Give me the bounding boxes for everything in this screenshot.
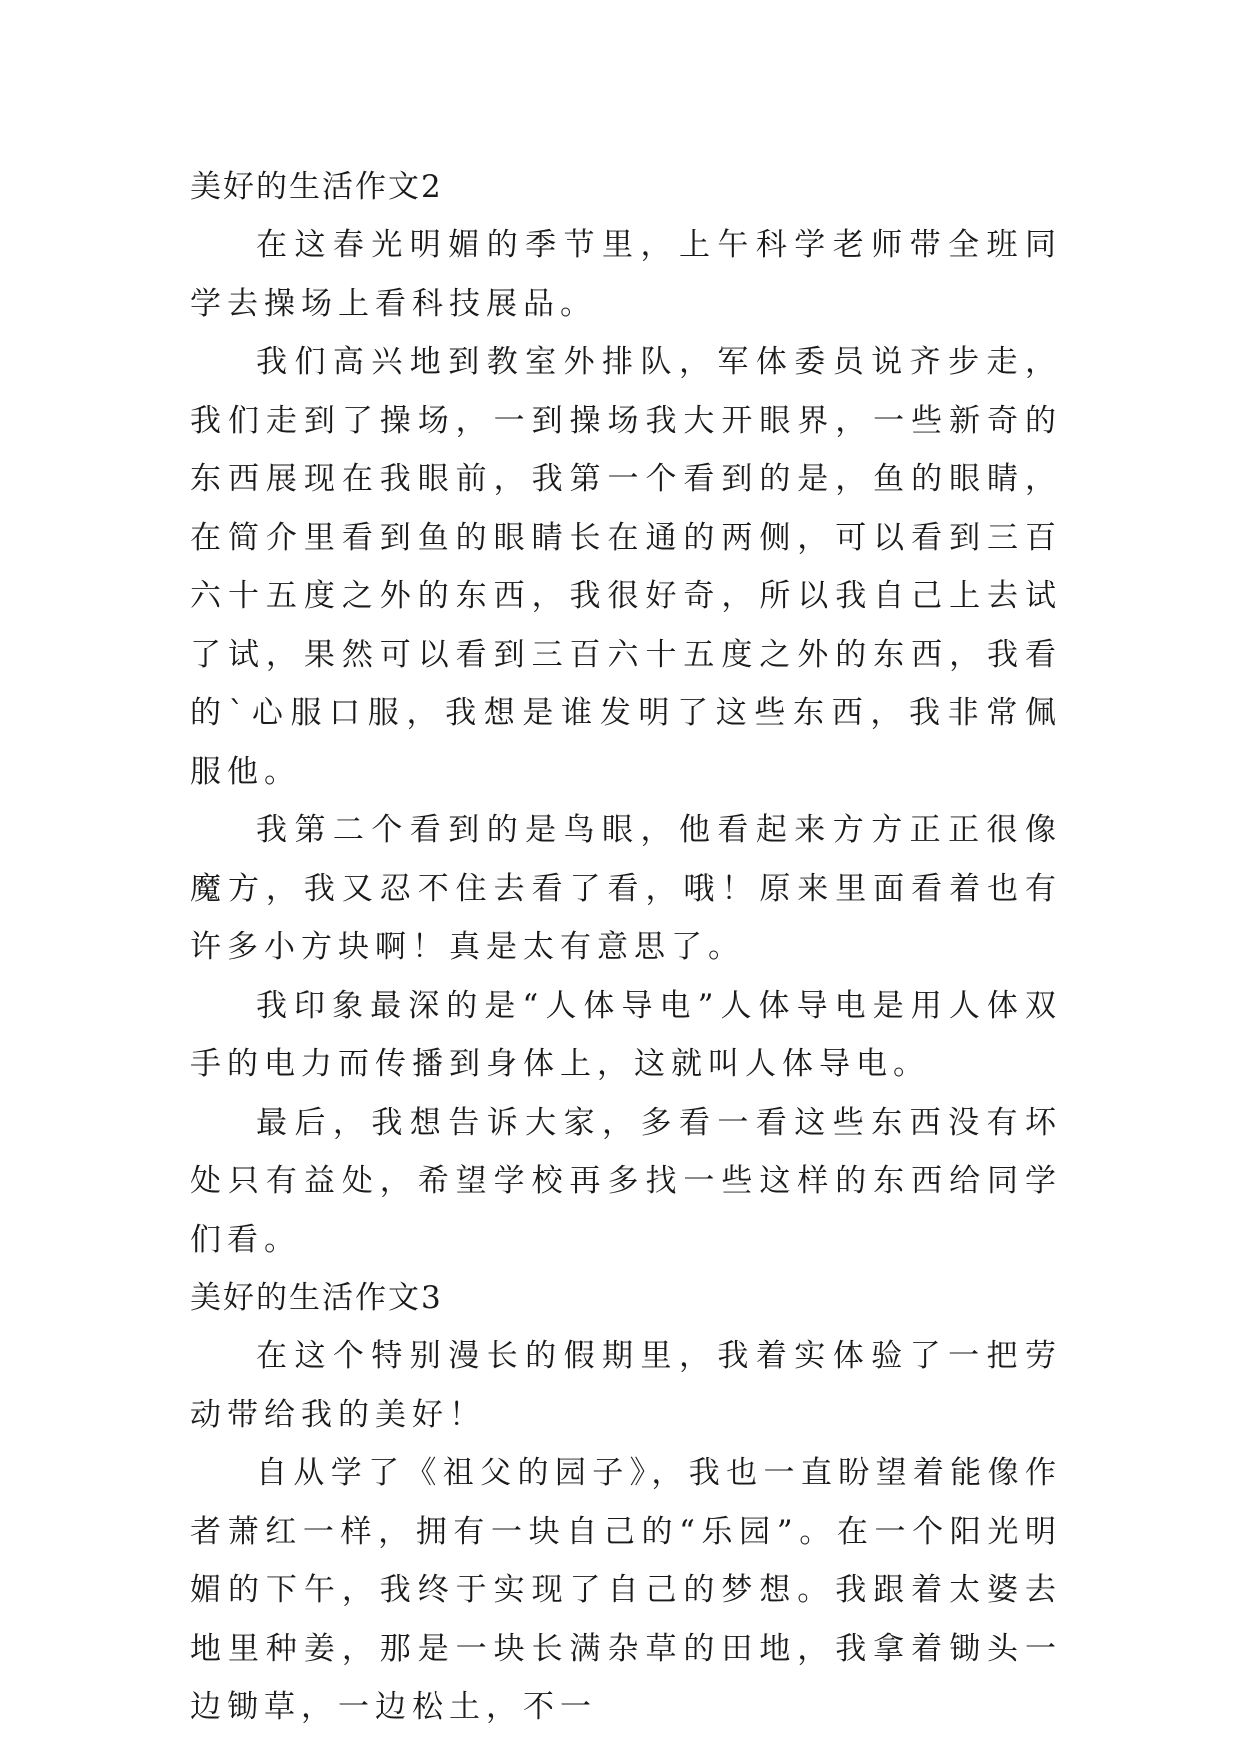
paragraph: 最后，我想告诉大家，多看一看这些东西没有坏处只有益处，希望学校再多找一些这样的东西给同学们看。 (190, 1104, 1062, 1258)
paragraph: 在这个特别漫长的假期里，我着实体验了一把劳动带给我的美好！ (190, 1338, 1062, 1433)
document-body (190, 158, 1062, 1737)
paragraph: 我第二个看到的是鸟眼，他看起来方方正正很像魔方，我又忍不住去看了看，哦！原来里面看着也有许多小方块啊！真是太有意思了。 (190, 812, 1062, 965)
paragraph: 在这春光明媚的季节里，上午科学老师带全班同学去操场上看科技展品。 (190, 227, 1062, 322)
paragraph: 我印象最深的是“人体导电”人体导电是用人体双手的电力而传播到身体上，这就叫人体导电。 (190, 987, 1062, 1082)
paragraph: 我们高兴地到教室外排队，军体委员说齐步走，我们走到了操场，一到操场我大开眼界，一些新奇的东西展现在我眼前，我第一个看到的是，鱼的眼睛，在简介里看到鱼的眼睛长在通的两侧，可以看到三百六十五度之外的东西，我很好奇，所以我自己上去试了试，果然可以看到三百六十五度之外的东西，我看的`心服口服，我想是谁发明了这些东西，我非常佩服他。 (190, 344, 1062, 790)
paragraph: 自从学了《祖父的园子》，我也一直盼望着能像作者萧红一样，拥有一块自己的“乐园”。在一个阳光明媚的下午，我终于实现了自己的梦想。我跟着太婆去地里种姜，那是一块长满杂草的田地，我拿着锄头一边锄草，一边松土，不一 (190, 1455, 1062, 1725)
essay-section-2 (190, 158, 1062, 1269)
section-heading: 美好的生活作文2 (190, 169, 443, 205)
section-heading: 美好的生活作文3 (190, 1280, 443, 1316)
essay-section-3 (190, 1269, 1062, 1737)
